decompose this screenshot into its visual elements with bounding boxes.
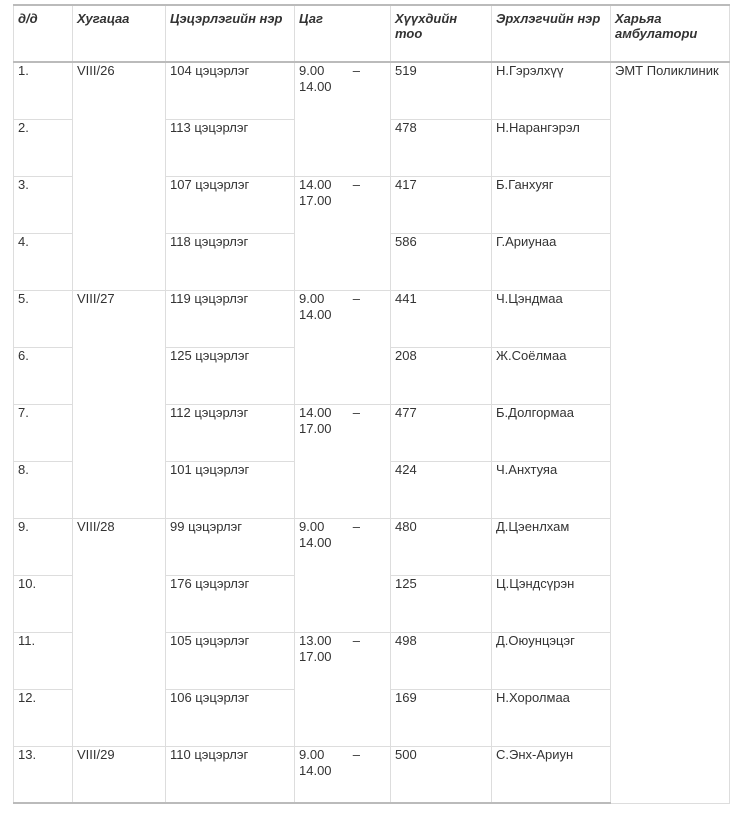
time-cell xyxy=(295,176,391,290)
manager-name: Ц.Цэндсүрэн xyxy=(492,575,611,632)
header-manager: Эрхлэгчийн нэр xyxy=(492,5,611,62)
header-time: Цаг xyxy=(295,5,391,62)
time-cell xyxy=(295,404,391,518)
kindergarten-name: 125 цэцэрлэг xyxy=(166,347,295,404)
manager-name: С.Энх-Ариун xyxy=(492,746,611,803)
kindergarten-name: 112 цэцэрлэг xyxy=(166,404,295,461)
manager-name: Ч.Цэндмаа xyxy=(492,290,611,347)
manager-name: Н.Гэрэлхүү xyxy=(492,62,611,119)
children-count: 586 xyxy=(391,233,492,290)
time-dash: – xyxy=(352,290,360,306)
date-cell: VIII/26 xyxy=(73,62,166,290)
row-num: 6. xyxy=(14,347,73,404)
manager-name: Б.Долгормаа xyxy=(492,404,611,461)
children-count: 424 xyxy=(391,461,492,518)
schedule-table xyxy=(13,4,730,804)
time-start: 9.00 xyxy=(299,518,325,534)
time-dash: – xyxy=(352,404,360,420)
children-count: 125 xyxy=(391,575,492,632)
time-start: 14.00 xyxy=(299,176,332,192)
children-count: 498 xyxy=(391,632,492,689)
header-children: Хүүхдийн тоо xyxy=(391,5,492,62)
children-count: 478 xyxy=(391,119,492,176)
time-end: 17.00 xyxy=(299,192,332,208)
children-count: 480 xyxy=(391,518,492,575)
header-kindergarten: Цэцэрлэгийн нэр xyxy=(166,5,295,62)
header-period: Хугацаа xyxy=(73,5,166,62)
clinic-cell: ЭМТ Поликлиник xyxy=(611,62,730,803)
time-start: 13.00 xyxy=(299,632,332,648)
children-count: 441 xyxy=(391,290,492,347)
row-num: 13. xyxy=(14,746,73,803)
kindergarten-name: 176 цэцэрлэг xyxy=(166,575,295,632)
kindergarten-name: 113 цэцэрлэг xyxy=(166,119,295,176)
row-num: 11. xyxy=(14,632,73,689)
row-num: 9. xyxy=(14,518,73,575)
children-count: 169 xyxy=(391,689,492,746)
header-num: д/д xyxy=(14,5,73,62)
kindergarten-name: 99 цэцэрлэг xyxy=(166,518,295,575)
kindergarten-name: 107 цэцэрлэг xyxy=(166,176,295,233)
time-cell xyxy=(295,290,391,404)
time-dash: – xyxy=(352,63,360,78)
manager-name: Г.Ариунаа xyxy=(492,233,611,290)
manager-name: Ж.Соёлмаа xyxy=(492,347,611,404)
manager-name: Д.Цэенлхам xyxy=(492,518,611,575)
children-count: 500 xyxy=(391,746,492,803)
time-cell xyxy=(295,518,391,632)
time-cell xyxy=(295,632,391,746)
header-row xyxy=(14,5,730,62)
kindergarten-name: 118 цэцэрлэг xyxy=(166,233,295,290)
time-cell xyxy=(295,62,391,176)
time-dash: – xyxy=(352,632,360,648)
row-num: 4. xyxy=(14,233,73,290)
time-end: 14.00 xyxy=(299,762,332,778)
kindergarten-name: 105 цэцэрлэг xyxy=(166,632,295,689)
date-cell: VIII/27 xyxy=(73,290,166,518)
time-end: 17.00 xyxy=(299,648,332,664)
time-cell xyxy=(295,746,391,803)
kindergarten-name: 119 цэцэрлэг xyxy=(166,290,295,347)
children-count: 519 xyxy=(391,62,492,119)
manager-name: Н.Нарангэрэл xyxy=(492,119,611,176)
manager-name: Ч.Анхтуяа xyxy=(492,461,611,518)
children-count: 477 xyxy=(391,404,492,461)
row-num: 5. xyxy=(14,290,73,347)
date-cell: VIII/29 xyxy=(73,746,166,803)
children-count: 417 xyxy=(391,176,492,233)
time-dash: – xyxy=(352,746,360,762)
row-num: 2. xyxy=(14,119,73,176)
kindergarten-name: 110 цэцэрлэг xyxy=(166,746,295,803)
row-num: 1. xyxy=(14,62,73,119)
time-end: 17.00 xyxy=(299,420,332,436)
time-end: 14.00 xyxy=(299,534,332,550)
header-clinic: Харьяа амбулатори xyxy=(611,5,730,62)
time-start: 9.00 xyxy=(299,290,325,306)
time-start: 14.00 xyxy=(299,404,332,420)
date-cell: VIII/28 xyxy=(73,518,166,746)
table-row xyxy=(14,62,730,119)
time-end: 14.00 xyxy=(299,306,332,322)
row-num: 7. xyxy=(14,404,73,461)
time-end: 14.00 xyxy=(299,79,332,94)
kindergarten-name: 104 цэцэрлэг xyxy=(166,62,295,119)
row-num: 3. xyxy=(14,176,73,233)
kindergarten-name: 101 цэцэрлэг xyxy=(166,461,295,518)
time-dash: – xyxy=(352,176,360,192)
manager-name: Д.Оюунцэцэг xyxy=(492,632,611,689)
manager-name: Н.Хоролмаа xyxy=(492,689,611,746)
children-count: 208 xyxy=(391,347,492,404)
row-num: 8. xyxy=(14,461,73,518)
time-start: 9.00 xyxy=(299,746,325,762)
manager-name: Б.Ганхуяг xyxy=(492,176,611,233)
time-start: 9.00 xyxy=(299,63,325,78)
row-num: 12. xyxy=(14,689,73,746)
time-dash: – xyxy=(352,518,360,534)
row-num: 10. xyxy=(14,575,73,632)
kindergarten-name: 106 цэцэрлэг xyxy=(166,689,295,746)
